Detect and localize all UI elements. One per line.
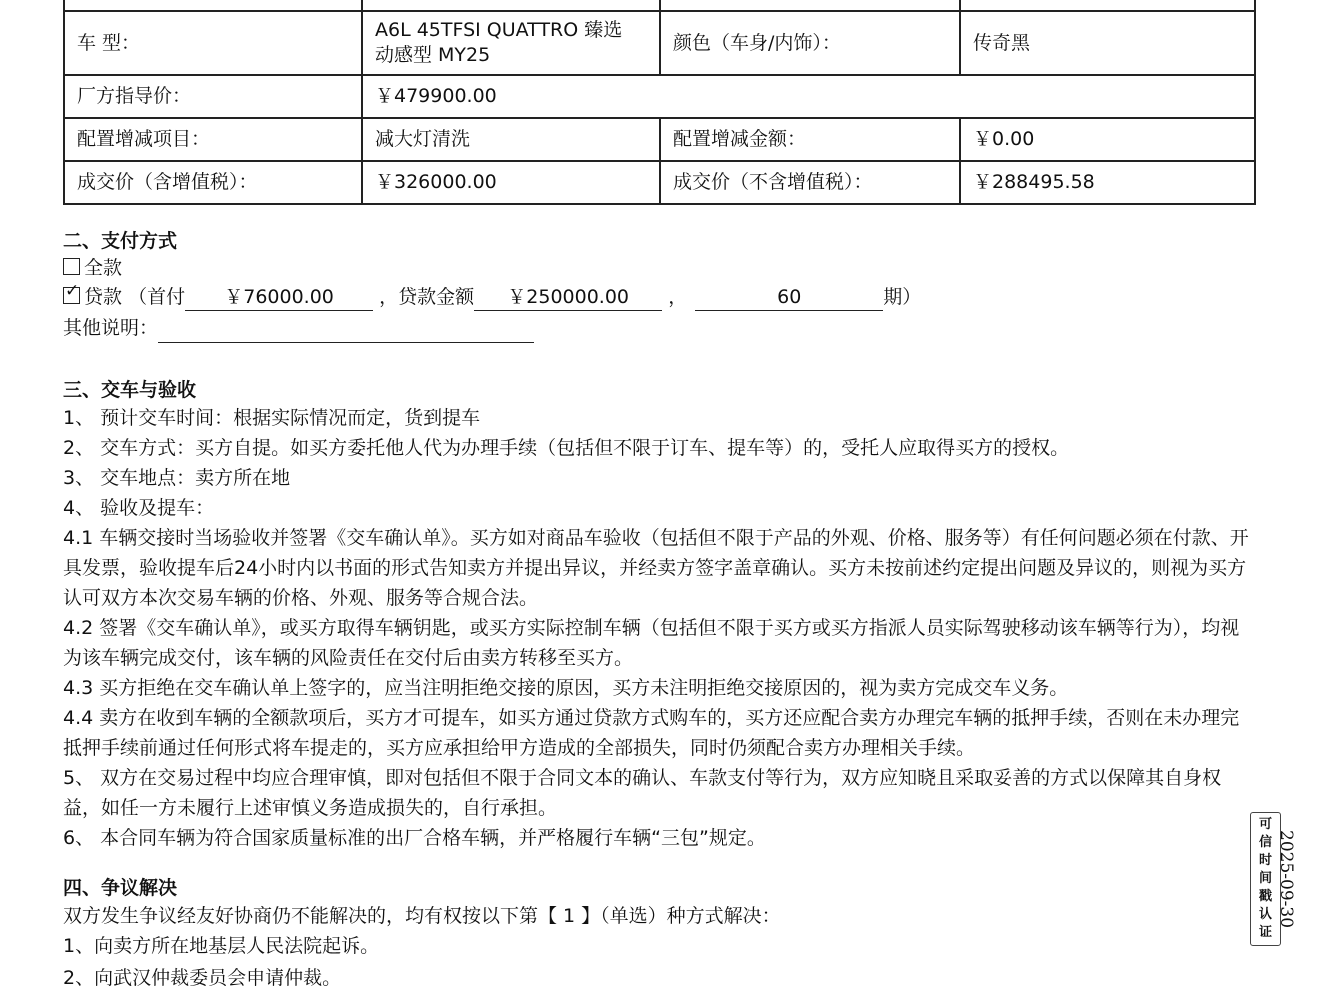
separator-comma: ， xyxy=(668,286,688,308)
config-amount-label: 配置增减金额： xyxy=(660,118,960,161)
stamp-char: 戳 xyxy=(1258,889,1272,904)
list-item: 2、向武汉仲裁委员会申请仲裁。 xyxy=(63,967,342,989)
other-notes-label: 其他说明： xyxy=(63,317,159,339)
table-row xyxy=(64,161,1255,204)
price-notax-value: ￥288495.58 xyxy=(960,161,1255,204)
model-value-line2: 动感型 MY25 xyxy=(375,44,491,66)
table-row xyxy=(64,75,1255,118)
list-item: 4.3 买方拒绝在交车确认单上签字的，应当注明拒绝交接的原因，买方未注明拒绝交接原因的，视为卖方完成交车义务。 xyxy=(63,677,1069,699)
full-payment-checkbox[interactable] xyxy=(63,258,80,275)
price-tax-label: 成交价（含增值税）： xyxy=(64,161,362,204)
loan-payment-checkbox[interactable] xyxy=(63,281,80,304)
list-item: 4.2 签署《交车确认单》，或买方取得车辆钥匙，或买方实际控制车辆（包括但不限于买方或买方指派人员实际驾驶移动该车辆等行为），均视为该车辆完成交付，该车辆的风险责任在交付后由卖方转移至买方。 xyxy=(63,617,1240,669)
config-items-label: 配置增减项目： xyxy=(64,118,362,161)
list-item: 4、 验收及提车： xyxy=(63,497,215,519)
color-value: 传奇黑 xyxy=(960,11,1255,75)
loan-label: 贷款 xyxy=(84,286,123,308)
stamp-char: 信 xyxy=(1258,835,1272,850)
loan-amount-prefix: ，贷款金额 xyxy=(379,286,475,308)
periods-field: 60 xyxy=(695,286,883,311)
check-mark-icon: ✓ xyxy=(65,281,80,301)
model-value-line1: A6L 45TFSI QUATTRO 臻选 xyxy=(375,19,623,41)
list-item: 6、 本合同车辆为符合国家质量标准的出厂合格车辆，并严格履行车辆“三包”规定。 xyxy=(63,827,766,849)
stamp-char: 可 xyxy=(1258,817,1272,832)
list-item: 5、 双方在交易过程中均应合理审慎，即对包括但不限于合同文本的确认、车款支付等行为，双方应知晓且采取妥善的方式以保障其自身权益，如任一方未履行上述审慎义务造成损失的，自行承担。 xyxy=(63,767,1222,819)
dispute-intro: 双方发生争议经友好协商仍不能解决的，均有权按以下第【 1 】（单选）种方式解决： xyxy=(63,905,781,927)
payment-heading: 二、支付方式 xyxy=(63,230,178,252)
table-row xyxy=(64,11,1255,75)
msrp-label: 厂方指导价： xyxy=(64,75,362,118)
stamp-char: 间 xyxy=(1258,871,1272,886)
vehicle-info-table xyxy=(63,0,1256,205)
dispute-heading: 四、争议解决 xyxy=(63,877,178,899)
stamp-char: 证 xyxy=(1258,925,1272,940)
stamp-char: 时 xyxy=(1258,853,1272,868)
list-item: 1、向卖方所在地基层人民法院起诉。 xyxy=(63,935,380,957)
list-item: 1、 预计交车时间：根据实际情况而定，货到提车 xyxy=(63,407,481,429)
loan-payment-option xyxy=(63,281,922,311)
timestamp-date: 2025-09-30 xyxy=(1276,830,1296,929)
full-payment-label: 全款 xyxy=(84,257,123,279)
loan-amount-field: ￥250000.00 xyxy=(474,286,662,311)
other-notes xyxy=(63,316,534,343)
model-value xyxy=(362,11,660,75)
down-payment-field: ￥76000.00 xyxy=(185,286,373,311)
list-item: 3、 交车地点：卖方所在地 xyxy=(63,467,291,489)
msrp-value: ￥479900.00 xyxy=(362,75,1255,118)
other-notes-field xyxy=(158,316,534,343)
stamp-char: 认 xyxy=(1258,907,1272,922)
config-amount-value: ￥0.00 xyxy=(960,118,1255,161)
list-item: 4.4 卖方在收到车辆的全额款项后，买方才可提车，如买方通过贷款方式购车的，买方还应配合卖方办理完车辆的抵押手续，否则在未办理完抵押手续前通过任何形式将车提走的，买方应承担给甲方造成的全部损失，同时仍须配合卖方办理相关手续。 xyxy=(63,707,1240,759)
color-label: 颜色（车身/内饰）： xyxy=(660,11,960,75)
full-payment-option xyxy=(63,256,122,280)
config-items-value: 减大灯清洗 xyxy=(362,118,660,161)
table-row xyxy=(64,118,1255,161)
delivery-items xyxy=(63,403,1255,853)
periods-suffix: 期） xyxy=(883,286,922,308)
price-notax-label: 成交价（不含增值税）： xyxy=(660,161,960,204)
price-tax-value: ￥326000.00 xyxy=(362,161,660,204)
list-item: 4.1 车辆交接时当场验收并签署《交车确认单》。买方如对商品车验收（包括但不限于产品的外观、价格、服务等）有任何问题必须在付款、开具发票，验收提车后24小时内以书面的形式告知卖方并提出异议，并经卖方签字盖章确认。买方未按前述约定提出问题及异议的，则视为买方认可双方本次交易车辆的价格、外观、服务等合规合法。 xyxy=(63,527,1249,609)
model-label: 车 型： xyxy=(64,11,362,75)
down-payment-prefix: （首付 xyxy=(128,286,186,308)
list-item: 2、 交车方式：买方自提。如买方委托他人代为办理手续（包括但不限于订车、提车等）的，受托人应取得买方的授权。 xyxy=(63,437,1070,459)
delivery-heading: 三、交车与验收 xyxy=(63,379,197,401)
